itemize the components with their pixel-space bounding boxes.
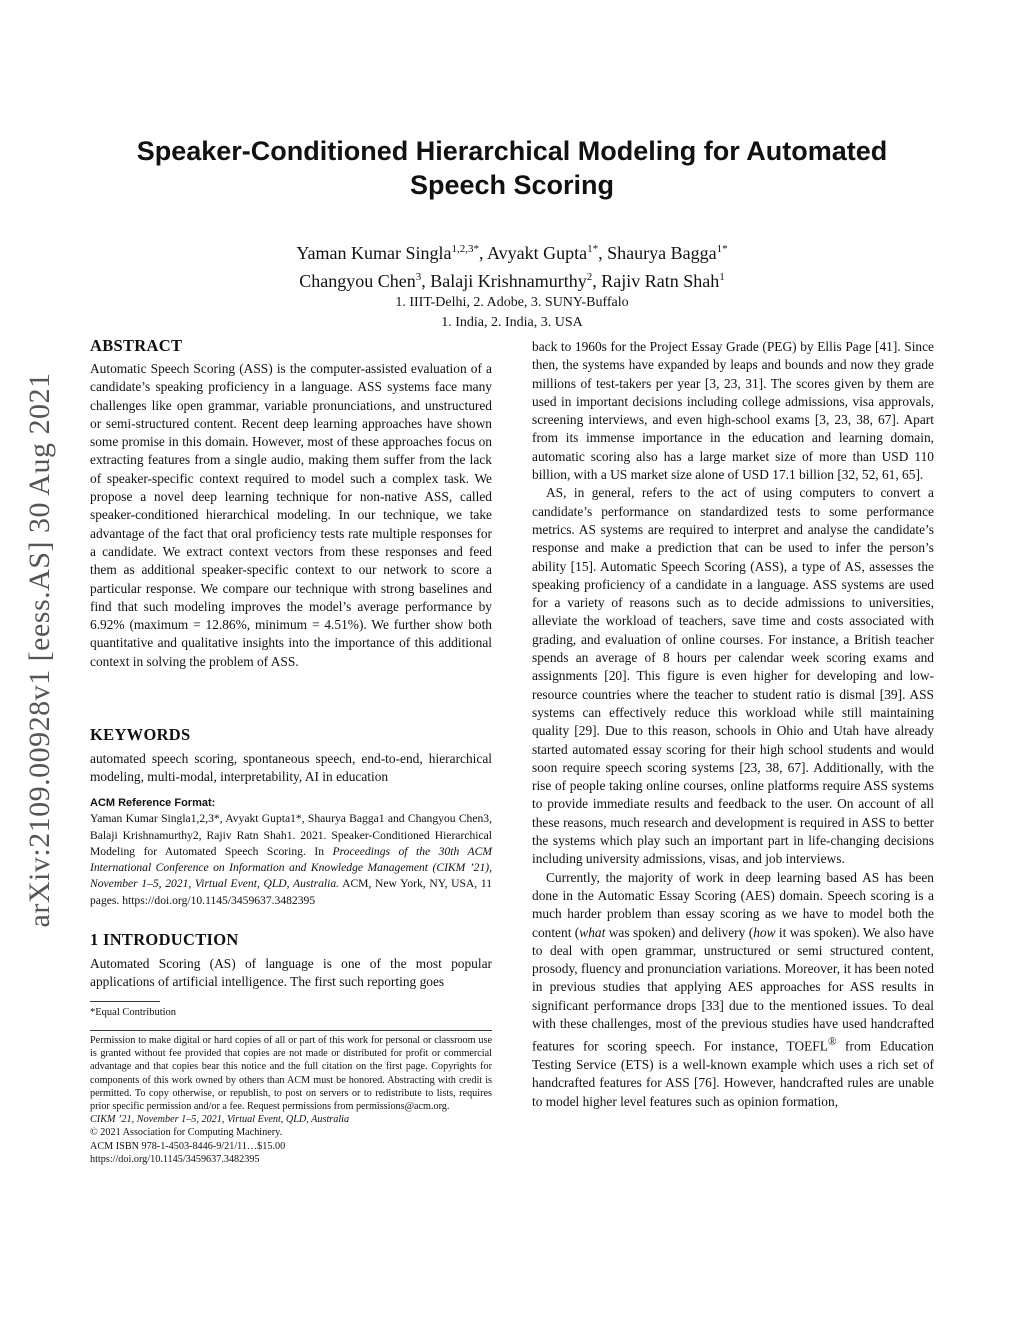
permission-block — [90, 1034, 492, 1166]
right-column — [532, 338, 934, 1111]
right-paragraph-2: AS, in general, refers to the act of using computers to convert a candidate’s performance on standardized tests to some performance metrics. AS systems are required to interpret and analyse the candidate’s response and make a prediction that can be used to infer the person’s ability [15]. Automatic Speech Scoring (ASS), a type of AS, assesses the speaking proficiency of a candidate in a language. ASS systems are used for a variety of reasons such as to decide admissions to universities, alleviate the workload of teachers, save time and costs associated with grading, and evaluation of online courses. For instance, a British teacher spends an average of 8 hours per calendar week scoring exams and assignments [20]. This figure is even higher for developing and low-resource countries where the teacher to student ratio is dismal [39]. ASS systems can effectively reduce this workload while still maintaining quality [29]. Due to this reason, schools in Ohio and Utah have already started automated essay scoring for their high school students and would soon require speech scoring systems [23, 38, 67]. Additionally, with the rise of people taking online courses, online platforms require ASS systems to provide immediate results and feedback to the user. On account of all these reasons, much research and development is required in ASS to better the systems which play such an important part in life-changing decisions including university admissions, visas, and job interviews. — [532, 485, 934, 867]
author-name: , Shaurya Bagga — [598, 243, 717, 263]
keywords-heading: KEYWORDS — [90, 725, 191, 744]
author-name: , Rajiv Ratn Shah — [592, 271, 720, 291]
author-line-1 — [90, 237, 934, 265]
acm-reference-authors: Yaman Kumar Singla1,2,3*, Avyakt Gupta1*, Shaurya Bagga1 and Changyou Chen3, Balaji Krishnamurthy2, Rajiv Ratn Shah1. 2021. Speaker-Conditioned Hierarchical Modeling for Automated Speech Scoring. In — [90, 812, 492, 858]
author-block — [90, 237, 934, 333]
author-sup: 1,2,3* — [451, 243, 480, 255]
author-sup: 1 — [719, 271, 725, 283]
acm-reference — [90, 795, 492, 909]
permission-text: Permission to make digital or hard copies of all or part of this work for personal or classroom use is granted without fee provided that copies are not made or distributed for profit or commercial advantage and that copies bear this notice and the full citation on the first page. Copyrights for components of this work owned by others than ACM must be honored. Abstracting with credit is permitted. To copy otherwise, or republish, to post on servers or to redistribute to lists, requires prior specific permission and/or a fee. Request permissions from permissions@acm.org. — [90, 1035, 492, 1113]
title-line-2: Speech Scoring — [409, 170, 615, 200]
text-run: from Education Testing Service (ETS) is a well-known example which uses a rich set of handcrafted features for ASS [76]. However, handcrafted rules are unable to model higher level features such as opinion formation, — [532, 1038, 934, 1109]
abstract-heading: ABSTRACT — [90, 336, 183, 355]
introduction-heading: 1 INTRODUCTION — [90, 930, 239, 949]
conference-line: CIKM ’21, November 1–5, 2021, Virtual Event, QLD, Australia — [90, 1114, 350, 1126]
text-run: Currently, the majority of work in deep learning based AS has been done in the Automatic Essay Scoring (AES) domain. Speech scoring is a much harder problem than essay scoring as we have to model both the content ( — [532, 869, 934, 940]
author-line-2 — [90, 265, 934, 293]
registered-mark: ® — [827, 1036, 837, 1049]
text-run: was spoken) and delivery ( — [605, 924, 754, 940]
author-name: , Avyakt Gupta — [479, 243, 588, 263]
acm-reference-venue: Proceedings of the 30th ACM International Conference on Information and Knowledge Management (CIKM ’21), November 1–5, 2021, Virtual Event, QLD, Australia. — [90, 844, 492, 891]
affiliations: 1. IIIT-Delhi, 2. Adobe, 3. SUNY-Buffalo — [395, 295, 629, 310]
arxiv-sidebar — [20, 340, 60, 960]
arxiv-id: arXiv:2109.00928v1 [eess.AS] 30 Aug 2021 — [23, 372, 56, 928]
permission-rule — [90, 1030, 492, 1031]
copyright-line: © 2021 Association for Computing Machinery. — [90, 1127, 283, 1139]
paper-title — [90, 134, 934, 202]
acm-reference-label: ACM Reference Format: — [90, 797, 216, 809]
right-paragraph-3 — [532, 869, 934, 1111]
abstract-paragraph: Automatic Speech Scoring (ASS) is the computer-assisted evaluation of a candidate’s speaking proficiency in a language. ASS systems face many challenges like open grammar, variable pronunciations, and unstructured or semi-structured content. Recent deep learning approaches have shown some promise in this domain. However, most of these approaches focus on extracting features from a single audio, making them suffer from the lack of speaker-specific context required to model such a complex task. We propose a novel deep learning technique for non-native ASS, called speaker-conditioned hierarchical modeling. In our technique, we take advantage of the fact that oral proficiency tests rate multiple responses for a candidate. We extract context vectors from these responses and feed them as additional speaker-specific context to our network to score a particular response. We compare our technique with strong baselines and find that such modeling improves the model’s average performance by 6.92% (maximum = 12.86%, minimum = 4.51%). We further show both quantitative and qualitative insights into the importance of this additional context in solving the problem of ASS. — [90, 361, 492, 669]
author-name: Yaman Kumar Singla — [296, 243, 452, 263]
emphasis-how: how — [753, 924, 776, 940]
isbn-line: ACM ISBN 978-1-4503-8446-9/21/11…$15.00 — [90, 1140, 286, 1152]
author-sup: 1* — [716, 243, 728, 255]
author-name: Changyou Chen — [299, 271, 416, 291]
doi-line: https://doi.org/10.1145/3459637.3482395 — [90, 1153, 260, 1165]
author-sup: 3 — [415, 271, 422, 283]
abstract-text — [90, 360, 492, 671]
author-sup: 1* — [587, 243, 599, 255]
footnote: *Equal Contribution — [90, 1007, 177, 1018]
right-paragraph-1: back to 1960s for the Project Essay Grade (PEG) by Ellis Page [41]. Since then, the systems have expanded by leaps and bounds and now they grade millions of test-takers per year [3, 23, 31]. The scores given by them are used in important decisions including college admissions, visa approvals, screening interviews, and even high-school exams [3, 23, 38, 67]. Apart from its immense importance in the education and learning domain, automatic scoring also has a large market size of more than USD 110 billion, with a US market size alone of USD 17.1 billion [32, 52, 61, 65]. — [532, 339, 934, 483]
acm-reference-tail: ACM, New York, NY, USA, 11 pages. https://doi.org/10.1145/3459637.3482395 — [90, 877, 493, 907]
author-name: , Balaji Krishnamurthy — [421, 271, 587, 291]
keywords-paragraph: automated speech scoring, spontaneous speech, end-to-end, hierarchical modeling, multi-modal, interpretability, AI in education — [90, 751, 492, 785]
author-sup: 2 — [586, 271, 593, 283]
introduction-paragraph: Automated Scoring (AS) of language is one of the most popular applications of artificial intelligence. The first such reporting goes — [90, 956, 492, 990]
text-run: it was spoken). We also have to deal with open grammar, unstructured or semi structured content, prosody, fluency and pronunciation variations. Moreover, it has been noted in previous studies that applying AES approaches for ASS results in significant performance drops [33] due to the mentioned issues. To deal with these challenges, most of the previous studies have used handcrafted features for scoring speech. For instance, TOEFL — [532, 924, 934, 1054]
affiliation-countries: 1. India, 2. India, 3. USA — [441, 315, 583, 330]
title-line-1: Speaker-Conditioned Hierarchical Modeling for Automated — [136, 136, 888, 166]
emphasis-what: what — [579, 924, 606, 940]
footnote-rule — [90, 1001, 160, 1002]
keywords-text — [90, 750, 492, 787]
introduction-text — [90, 955, 492, 992]
